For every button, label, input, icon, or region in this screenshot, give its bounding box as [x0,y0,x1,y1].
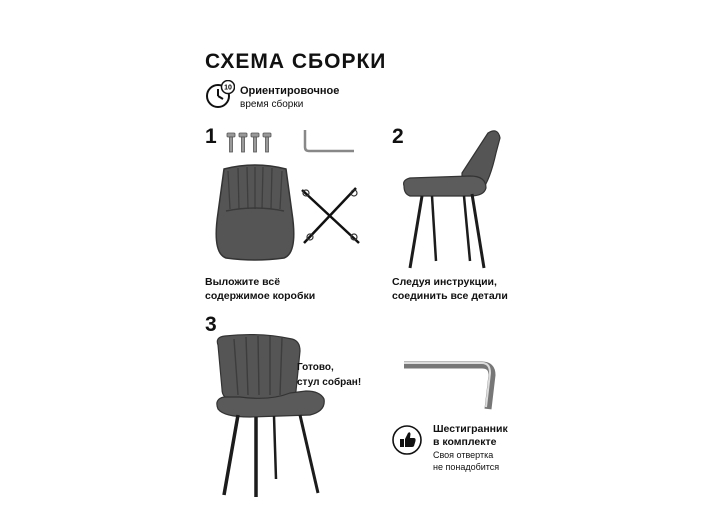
clock-icon [205,80,235,110]
step-3-note-line1: Готово, [297,362,334,373]
page-title: СХЕМА СБОРКИ [205,50,387,73]
hex-key-line4: не понадобится [433,462,500,472]
clock-badge: 10 [224,84,232,92]
step-3-note [297,360,361,390]
step-1-caption-line1: Выложите всё [205,276,281,288]
hex-key-info [433,423,508,473]
step-2-caption-line1: Следуя инструкции, [392,276,497,288]
leg-frame-icon [296,185,366,247]
assembly-time-line1: Ориентировочное [240,85,340,97]
seat-part-icon [212,163,298,261]
hex-key-line2: в комплекте [433,436,497,448]
step-1-caption-line2: содержимое коробки [205,290,316,302]
step-1-caption [205,275,315,303]
hex-key-small-icon [302,127,357,155]
hex-key-line3: Своя отвертка [433,450,494,460]
screws-icon [226,132,274,154]
step-2-caption-line2: соединить все детали [392,290,508,302]
assembly-time-label [240,85,339,111]
step-2-number: 2 [392,125,404,148]
assembly-time-line2: время сборки [240,99,304,110]
chair-side-view [400,128,506,273]
step-3-number: 3 [205,313,217,336]
hex-key-large-icon [402,357,498,415]
hex-key-line1: Шестигранник [433,423,508,435]
assembled-chair-image [210,333,330,499]
thumbs-up-icon [392,425,422,455]
step-2-caption [392,275,508,303]
step-3-note-line2: стул собран! [297,377,362,388]
step-1-number: 1 [205,125,217,148]
